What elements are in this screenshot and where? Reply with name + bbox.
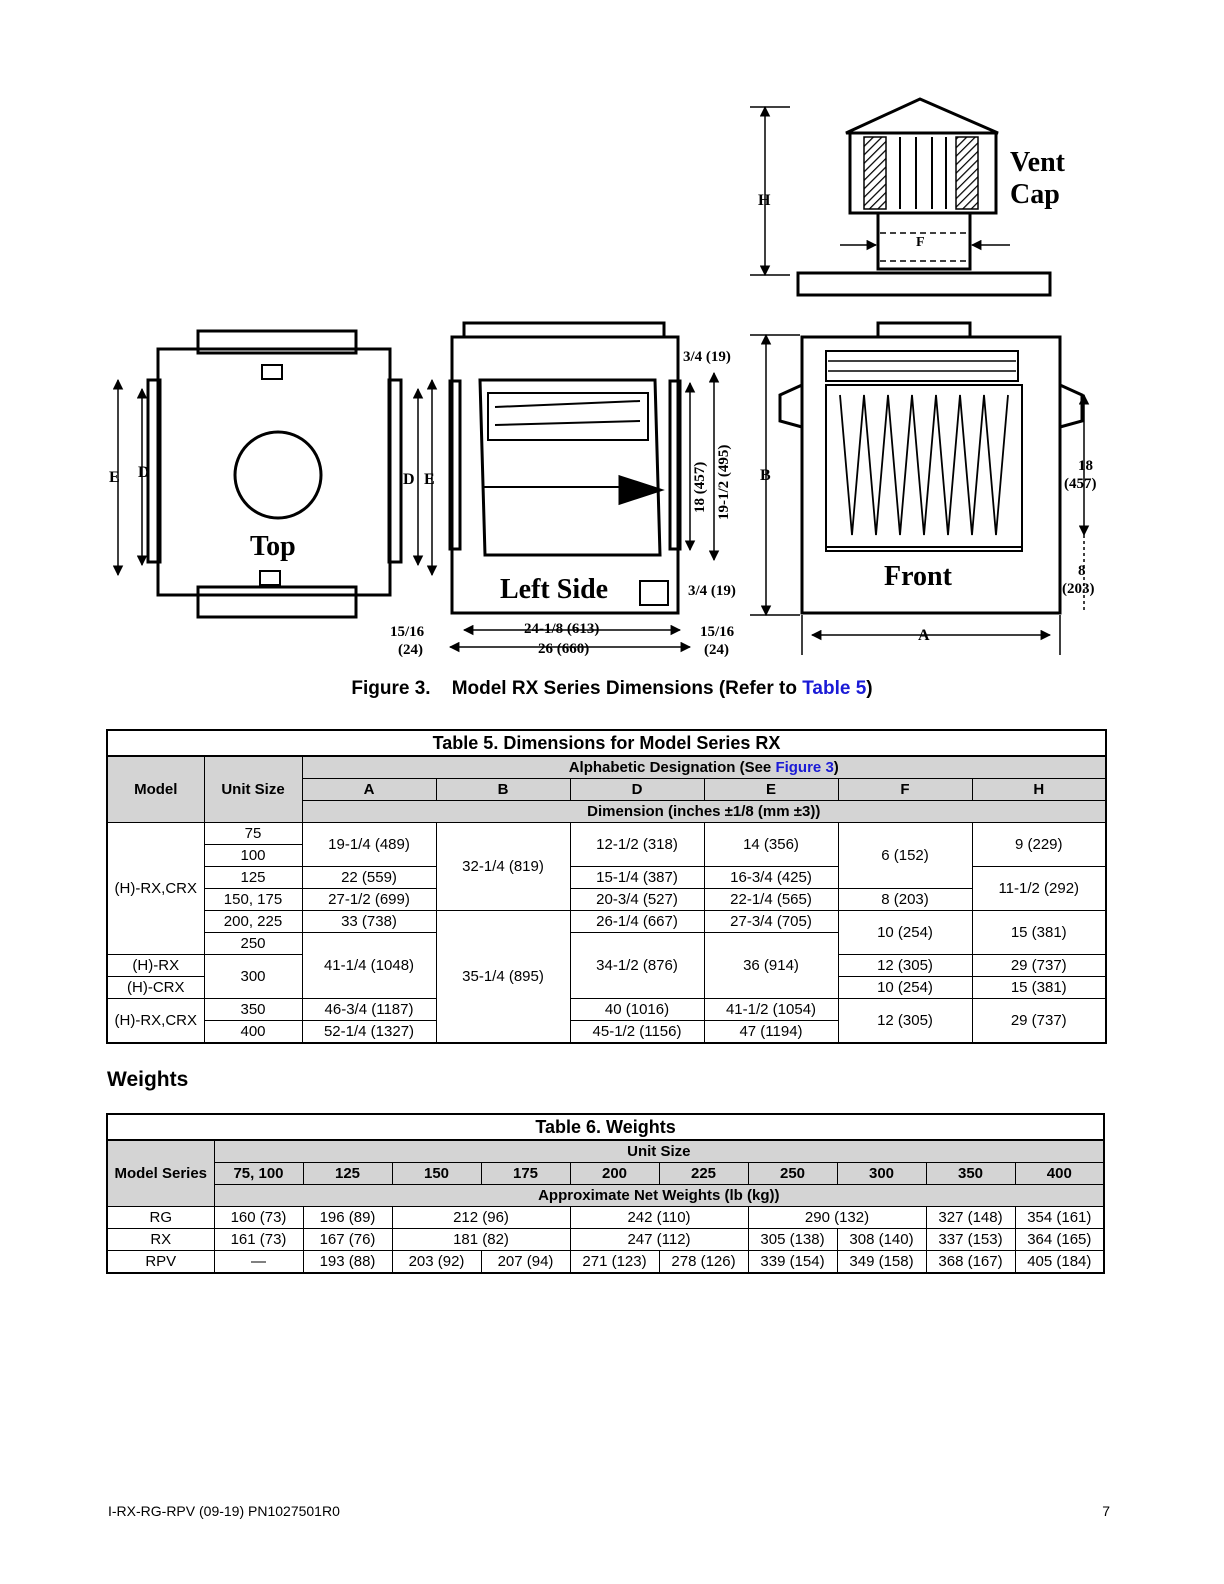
table-row	[107, 823, 1106, 845]
size-cell: 75	[204, 823, 302, 845]
dim-d-right-label: D	[403, 471, 415, 488]
col-header-e: E	[704, 779, 838, 801]
alpha-designation-header	[302, 756, 1106, 779]
dim-d-cell: 20-3/4 (527)	[570, 889, 704, 911]
caption-prefix: Figure 3.	[351, 678, 431, 699]
dim-f-cell: 6 (152)	[838, 823, 972, 889]
table-row	[107, 889, 1106, 911]
left-side-label: Left Side	[500, 574, 609, 605]
size-cell: 250	[204, 933, 302, 955]
dim-b-label: B	[760, 467, 771, 484]
dim-d-cell: 40 (1016)	[570, 999, 704, 1021]
dim-b-cell: 32-1/4 (819)	[436, 823, 570, 911]
figure-3-link[interactable]: Figure 3	[775, 759, 834, 776]
model-cell: (H)-RX	[107, 955, 204, 977]
table-row	[107, 911, 1106, 933]
size-cell: 300	[204, 955, 302, 999]
size-cell: 200, 225	[204, 911, 302, 933]
weight-cell: 160 (73)	[214, 1207, 303, 1229]
col-header-model: Model	[107, 756, 204, 823]
dim-a-cell: 33 (738)	[302, 911, 436, 933]
size-header: 200	[570, 1163, 659, 1185]
weight-cell: 405 (184)	[1015, 1251, 1104, 1274]
table-row	[107, 999, 1106, 1021]
page-number: 7	[1102, 1503, 1110, 1519]
weight-cell: 339 (154)	[748, 1251, 837, 1274]
weight-cell: —	[214, 1251, 303, 1274]
size-header: 225	[659, 1163, 748, 1185]
dim-19-495-label: 19-1/2 (495)	[716, 444, 732, 520]
dim-15-16-right-b: (24)	[704, 642, 729, 658]
table-row	[107, 1207, 1104, 1229]
dim-d-cell: 45-1/2 (1156)	[570, 1021, 704, 1044]
weight-cell: 271 (123)	[570, 1251, 659, 1274]
weight-cell: 337 (153)	[926, 1229, 1015, 1251]
col-header-model-series: Model Series	[107, 1140, 214, 1207]
weight-cell: 242 (110)	[570, 1207, 748, 1229]
dim-d-cell: 15-1/4 (387)	[570, 867, 704, 889]
size-header: 400	[1015, 1163, 1104, 1185]
dim-e-cell: 22-1/4 (565)	[704, 889, 838, 911]
dim-b-cell: 35-1/4 (895)	[436, 911, 570, 1044]
vent-cap-label-line2: Cap	[1010, 179, 1060, 210]
weight-cell: 308 (140)	[837, 1229, 926, 1251]
col-header-f: F	[838, 779, 972, 801]
table-row	[107, 1229, 1104, 1251]
table-6-title: Table 6. Weights	[107, 1114, 1104, 1140]
dim-h-label: H	[758, 192, 771, 209]
weight-cell: 196 (89)	[303, 1207, 392, 1229]
weight-cell: 349 (158)	[837, 1251, 926, 1274]
weight-cell: 364 (165)	[1015, 1229, 1104, 1251]
dim-f-cell: 12 (305)	[838, 955, 972, 977]
dim-a-cell: 22 (559)	[302, 867, 436, 889]
dim-front-8-label: 8	[1078, 563, 1086, 579]
weight-cell: 181 (82)	[392, 1229, 570, 1251]
size-cell: 400	[204, 1021, 302, 1044]
dim-15-16-left-b: (24)	[398, 642, 423, 658]
alpha-prefix: Alphabetic Designation (See	[568, 759, 772, 776]
dim-bottom-offset-label: 3/4 (19)	[688, 583, 736, 599]
dim-a-cell: 52-1/4 (1327)	[302, 1021, 436, 1044]
model-cell: (H)-CRX	[107, 977, 204, 999]
vent-cap-label-line1: Vent	[1010, 147, 1065, 178]
dim-a-cell: 46-3/4 (1187)	[302, 999, 436, 1021]
series-cell: RG	[107, 1207, 214, 1229]
dim-e-cell: 41-1/2 (1054)	[704, 999, 838, 1021]
weights-heading: Weights	[107, 1068, 189, 1091]
dim-24-613-label: 24-1/8 (613)	[524, 621, 600, 637]
dim-f-cell: 12 (305)	[838, 999, 972, 1044]
dim-15-16-right-a: 15/16	[700, 624, 735, 640]
size-header: 150	[392, 1163, 481, 1185]
weight-cell: 354 (161)	[1015, 1207, 1104, 1229]
model-cell: (H)-RX,CRX	[107, 999, 204, 1044]
dim-h-cell: 29 (737)	[972, 955, 1106, 977]
table-5-title: Table 5. Dimensions for Model Series RX	[107, 730, 1106, 756]
dim-a-cell: 27-1/2 (699)	[302, 889, 436, 911]
dim-d-cell: 12-1/2 (318)	[570, 823, 704, 867]
figure-3-caption	[0, 678, 1224, 700]
dim-f-cell: 8 (203)	[838, 889, 972, 911]
dim-h-cell: 15 (381)	[972, 911, 1106, 955]
weight-cell: 305 (138)	[748, 1229, 837, 1251]
dim-h-cell: 29 (737)	[972, 999, 1106, 1044]
size-header: 175	[481, 1163, 570, 1185]
size-cell: 150, 175	[204, 889, 302, 911]
table-row	[107, 1251, 1104, 1274]
weight-cell: 290 (132)	[748, 1207, 926, 1229]
dim-d-cell: 34-1/2 (876)	[570, 933, 704, 999]
weight-cell: 247 (112)	[570, 1229, 748, 1251]
weight-cell: 161 (73)	[214, 1229, 303, 1251]
dim-d-left-label: D	[138, 464, 150, 481]
size-cell: 100	[204, 845, 302, 867]
dim-e-cell: 36 (914)	[704, 933, 838, 999]
dim-e-cell: 16-3/4 (425)	[704, 867, 838, 889]
dim-e-right-label: E	[424, 471, 435, 488]
series-cell: RX	[107, 1229, 214, 1251]
dim-top-offset-label: 3/4 (19)	[683, 349, 731, 365]
weight-cell: 368 (167)	[926, 1251, 1015, 1274]
size-cell: 125	[204, 867, 302, 889]
col-header-a: A	[302, 779, 436, 801]
col-header-d: D	[570, 779, 704, 801]
col-header-b: B	[436, 779, 570, 801]
size-header: 125	[303, 1163, 392, 1185]
dim-e-left-label: E	[109, 469, 120, 486]
dim-h-cell: 15 (381)	[972, 977, 1106, 999]
size-cell: 350	[204, 999, 302, 1021]
dim-d-cell: 26-1/4 (667)	[570, 911, 704, 933]
weight-cell: 327 (148)	[926, 1207, 1015, 1229]
dim-e-cell: 47 (1194)	[704, 1021, 838, 1044]
weight-cell: 193 (88)	[303, 1251, 392, 1274]
dim-f-label: F	[916, 235, 925, 250]
dim-e-cell: 14 (356)	[704, 823, 838, 867]
dim-e-cell: 27-3/4 (705)	[704, 911, 838, 933]
dim-f-cell: 10 (254)	[838, 977, 972, 999]
series-cell: RPV	[107, 1251, 214, 1274]
col-header-unit-size: Unit Size	[204, 756, 302, 823]
size-header: 75, 100	[214, 1163, 303, 1185]
size-header: 300	[837, 1163, 926, 1185]
weight-cell: 278 (126)	[659, 1251, 748, 1274]
dim-a-label: A	[918, 627, 930, 644]
dim-15-16-left-a: 15/16	[390, 624, 425, 640]
footer-doc-id: I-RX-RG-RPV (09-19) PN1027501R0	[108, 1503, 340, 1519]
size-header: 250	[748, 1163, 837, 1185]
col-header-h: H	[972, 779, 1106, 801]
dim-front-18-label: 18	[1078, 458, 1093, 474]
weight-cell: 212 (96)	[392, 1207, 570, 1229]
dimensions-drawing	[100, 95, 1120, 670]
dimension-units-header: Dimension (inches ±1/8 (mm ±3))	[302, 801, 1106, 823]
dim-26-660-label: 26 (660)	[538, 641, 590, 657]
dimensions-table	[106, 729, 1107, 1044]
top-view	[118, 331, 432, 617]
top-view-label: Top	[250, 531, 296, 562]
dim-f-cell: 10 (254)	[838, 911, 972, 955]
dim-h-cell: 11-1/2 (292)	[972, 867, 1106, 911]
dim-front-457-label: (457)	[1064, 476, 1097, 492]
front-view	[750, 323, 1084, 655]
dim-a-cell: 41-1/4 (1048)	[302, 933, 436, 999]
weights-units-header: Approximate Net Weights (lb (kg))	[214, 1185, 1104, 1207]
dim-h-cell: 9 (229)	[972, 823, 1106, 867]
weight-cell: 167 (76)	[303, 1229, 392, 1251]
figure-3-diagram	[100, 95, 1120, 670]
table-5-link[interactable]: Table 5	[802, 678, 867, 699]
weight-cell: 203 (92)	[392, 1251, 481, 1274]
alpha-close: )	[833, 759, 839, 776]
unit-size-header: Unit Size	[214, 1140, 1104, 1163]
dim-front-203-label: (203)	[1062, 581, 1095, 597]
caption-close: )	[866, 678, 873, 699]
caption-text: Model RX Series Dimensions (Refer to	[451, 678, 797, 699]
vent-cap	[750, 99, 1050, 295]
weight-cell: 207 (94)	[481, 1251, 570, 1274]
front-view-label: Front	[884, 561, 952, 592]
dim-18-457-label: 18 (457)	[692, 461, 708, 513]
model-cell: (H)-RX,CRX	[107, 823, 204, 955]
dim-a-cell: 19-1/4 (489)	[302, 823, 436, 867]
size-header: 350	[926, 1163, 1015, 1185]
weights-table	[106, 1113, 1105, 1274]
